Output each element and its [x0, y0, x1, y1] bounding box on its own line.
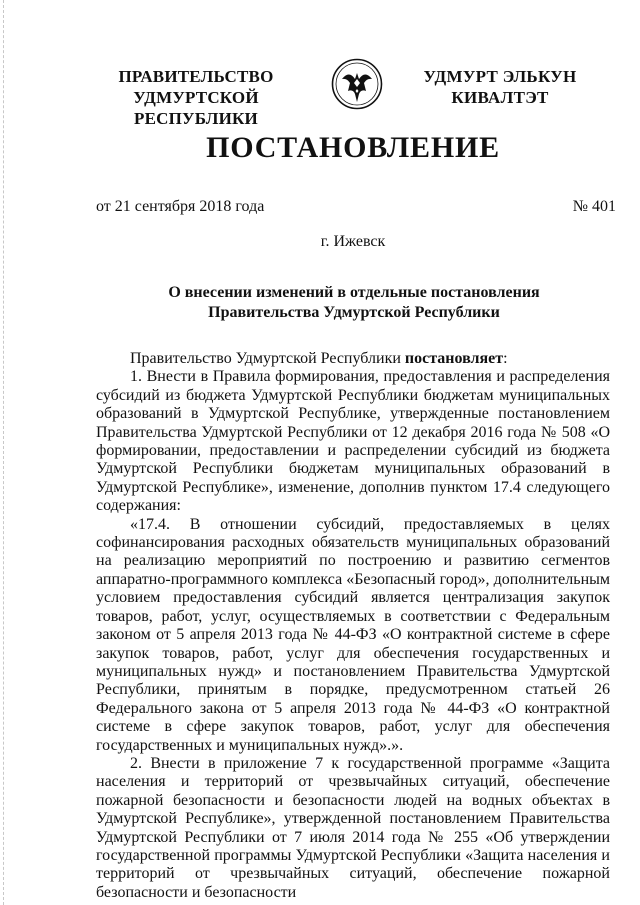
header-left-line-1: ПРАВИТЕЛЬСТВО [118, 67, 274, 86]
body-paragraph-2: «17.4. В отношении субсидий, предоставляемых в целях софинансирования расходных обязательств муниципальных образований на реализацию мероприятий по построению и развитию сегментов аппаратно-программного комплекса «Безопасный город», дополнительным условием предоставления субсидий является централизация закупок товаров, работ, услуг, осуществляемых в соответствии с Федеральным законом от 5 апреля 2013 года № 44-ФЗ «О контрактной системе в сфере закупок товаров, работ, услуг для обеспечения государственных и муниципальных нужд» и постановлением Правительства Удмуртской Республики, принятым в порядке, предусмотренном статьей 26 Федерального закона от 5 апреля 2013 года № 44-ФЗ «О контрактной системе в сфере закупок товаров, работ, услуг для обеспечения государственных и муниципальных нужд».». [96, 515, 610, 754]
document-title: ПОСТАНОВЛЕНИЕ [206, 131, 500, 164]
subject-line-2: Правительства Удмуртской Республики [208, 304, 500, 321]
document-body [96, 350, 610, 902]
document-city: г. Ижевск [320, 233, 386, 250]
header-government-ru [72, 66, 320, 129]
document-number: № 401 [572, 198, 616, 215]
subject-line-1: О внесении изменений в отдельные постановления [168, 284, 540, 301]
header-right-line-1: УДМУРТ ЭЛЬКУН [423, 67, 577, 86]
lead-bold: постановляет [404, 350, 504, 367]
header-right-line-2: КИВАЛТЭТ [451, 88, 549, 107]
body-lead [96, 350, 610, 368]
header-government-udm [410, 66, 590, 108]
lead-prefix: Правительство Удмуртской Республики [130, 350, 405, 367]
body-paragraph-3: 2. Внести в приложение 7 к государственной программе «Защита населения и территорий от чрезвычайных ситуаций, обеспечение пожарной безопасности и безопасности людей на водных объектах в Удмуртской Республике», утвержденной постановлением Правительства Удмуртской Республики от 7 июля 2014 года № 255 «Об утверждении государственной программы Удмуртской Республики «Защита населения и территорий от чрезвычайных ситуаций, обеспечение пожарной безопасности и безопасности [96, 754, 610, 901]
lead-suffix: : [503, 350, 508, 367]
header-left-line-2: УДМУРТСКОЙ РЕСПУБЛИКИ [133, 88, 259, 128]
document-date: от 21 сентября 2018 года [96, 198, 265, 215]
body-paragraph-1: 1. Внести в Правила формирования, предоставления и распределения субсидий из бюджета Удмуртской Республики бюджетам муниципальных образований в Удмуртской Республике, утвержденные постановлением Правительства Удмуртской Республики от 12 декабря 2016 года № 508 «О формировании, предоставлении и распределении субсидий из бюджета Удмуртской Республики бюджетам муниципальных образований в Удмуртской Республике», изменение, дополнив пунктом 17.4 следующего содержания: [96, 368, 610, 515]
coat-of-arms-icon [331, 58, 383, 110]
document-subject [150, 283, 558, 323]
